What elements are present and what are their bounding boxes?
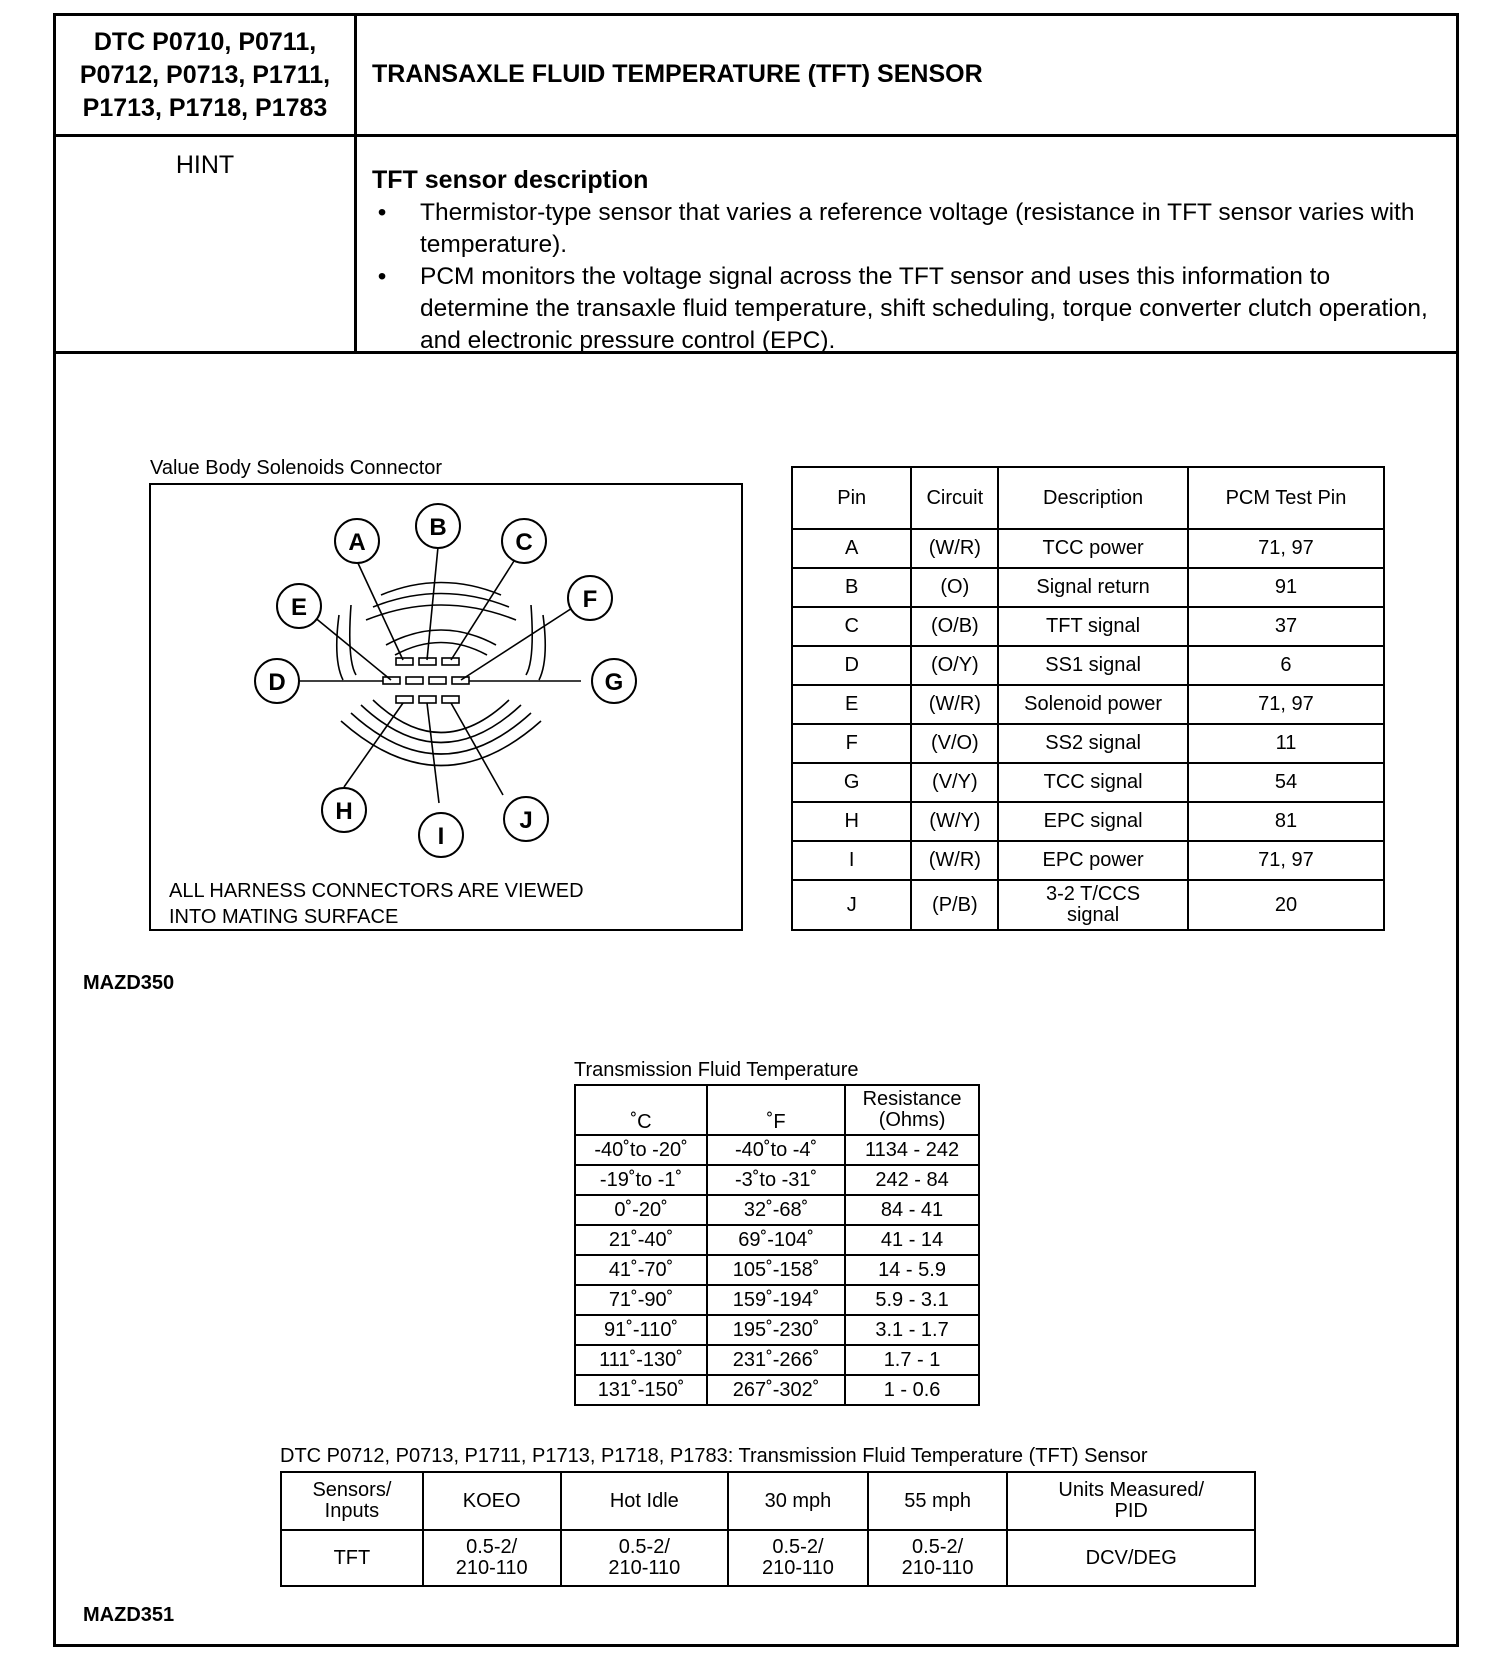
table-cell: DCV/DEG (1007, 1530, 1255, 1586)
table-cell: 105˚-158˚ (707, 1255, 845, 1285)
table-cell: -40˚to -20˚ (575, 1135, 707, 1165)
hint-heading: TFT sensor description (372, 166, 649, 194)
table-cell: G (792, 763, 911, 802)
table-cell: (W/R) (911, 685, 998, 724)
table-cell: J (792, 880, 911, 930)
bullet-icon: • (377, 263, 387, 290)
table-row (792, 763, 1384, 802)
hint-bullet-list (372, 197, 1442, 357)
table-cell: TFT (281, 1530, 423, 1586)
connector-drawing (151, 485, 745, 933)
table-cell: 111˚-130˚ (575, 1345, 707, 1375)
connector-note-line: ALL HARNESS CONNECTORS ARE VIEWED (169, 880, 584, 902)
table-cell: 0.5-2/ 210-110 (423, 1530, 561, 1586)
table-cell: 81 (1188, 802, 1384, 841)
table-cell: 131˚-150˚ (575, 1375, 707, 1405)
table-cell: 242 - 84 (845, 1165, 979, 1195)
table-cell: 71˚-90˚ (575, 1285, 707, 1315)
table-cell: Signal return (998, 568, 1188, 607)
table-row (575, 1375, 979, 1405)
table-row (792, 529, 1384, 568)
table-cell: -3˚to -31˚ (707, 1165, 845, 1195)
table-cell: 11 (1188, 724, 1384, 763)
table-cell: 5.9 - 3.1 (845, 1285, 979, 1315)
temp-table-caption: Transmission Fluid Temperature (574, 1059, 859, 1081)
table-cell: C (792, 607, 911, 646)
table-row (792, 646, 1384, 685)
dtc-code-line: P0712, P0713, P1711, (79, 60, 331, 89)
pin-label-g: G (604, 669, 624, 696)
temp-table (574, 1084, 980, 1406)
table-cell: 0.5-2/ 210-110 (561, 1530, 729, 1586)
pin-label-a: A (348, 529, 366, 556)
header-cell: 55 mph (868, 1472, 1008, 1530)
table-row (575, 1195, 979, 1225)
pin-label-f: F (582, 586, 598, 613)
pin-label-b: B (429, 514, 447, 541)
table-cell: (O) (911, 568, 998, 607)
list-item (372, 261, 1442, 357)
table-cell: 32˚-68˚ (707, 1195, 845, 1225)
table-cell: 0˚-20˚ (575, 1195, 707, 1225)
table-cell: 91 (1188, 568, 1384, 607)
table-row (575, 1315, 979, 1345)
dtc-codes-cell (56, 16, 357, 137)
table-cell: B (792, 568, 911, 607)
table-cell: 3-2 T/CCS signal (998, 880, 1188, 930)
table-cell: (V/O) (911, 724, 998, 763)
table-cell: TCC signal (998, 763, 1188, 802)
pid-table-caption: DTC P0712, P0713, P1711, P1713, P1718, P1783: Transmission Fluid Temperature (TFT) Sensor (280, 1445, 1148, 1467)
connector-outline (283, 547, 583, 803)
table-cell: (W/R) (911, 841, 998, 880)
header-cell: Circuit (911, 467, 998, 529)
table-cell: 6 (1188, 646, 1384, 685)
table-cell: 14 - 5.9 (845, 1255, 979, 1285)
table-cell: 91˚-110˚ (575, 1315, 707, 1345)
table-cell: 231˚-266˚ (707, 1345, 845, 1375)
pin-label-d: D (268, 669, 286, 696)
table-cell: H (792, 802, 911, 841)
table-cell: 54 (1188, 763, 1384, 802)
table-row (575, 1135, 979, 1165)
table-row (792, 568, 1384, 607)
header-cell: Hot Idle (561, 1472, 729, 1530)
table-row (281, 1530, 1255, 1586)
table-cell: 1 - 0.6 (845, 1375, 979, 1405)
table-cell: -19˚to -1˚ (575, 1165, 707, 1195)
hint-body (357, 137, 1456, 354)
bullet-text: Thermistor-type sensor that varies a reference voltage (resistance in TFT sensor varies with temperature). (420, 199, 1415, 258)
table-cell: (O/Y) (911, 646, 998, 685)
table-cell: 71, 97 (1188, 841, 1384, 880)
table-cell: E (792, 685, 911, 724)
header-cell: Description (998, 467, 1188, 529)
table-cell: (V/Y) (911, 763, 998, 802)
table-cell: 3.1 - 1.7 (845, 1315, 979, 1345)
table-cell: SS2 signal (998, 724, 1188, 763)
header-cell: 30 mph (728, 1472, 868, 1530)
header-cell: ˚C (575, 1085, 707, 1135)
table-cell: A (792, 529, 911, 568)
table-cell: 159˚-194˚ (707, 1285, 845, 1315)
connector-note (169, 878, 584, 930)
table-row (575, 1225, 979, 1255)
table-cell: 41 - 14 (845, 1225, 979, 1255)
pin-label-h: H (335, 798, 353, 825)
table-cell: 0.5-2/ 210-110 (728, 1530, 868, 1586)
table-cell: (O/B) (911, 607, 998, 646)
bullet-icon: • (377, 199, 387, 226)
connector-caption: Value Body Solenoids Connector (150, 457, 443, 479)
header-cell: Pin (792, 467, 911, 529)
table-cell: I (792, 841, 911, 880)
dtc-code-line: P1713, P1718, P1783 (82, 93, 328, 122)
header-cell: Resistance (Ohms) (845, 1085, 979, 1135)
pin-label-c: C (515, 529, 533, 556)
pid-table-header (281, 1472, 1255, 1530)
table-row (792, 685, 1384, 724)
table-cell: F (792, 724, 911, 763)
figure-id: MAZD351 (83, 1604, 175, 1626)
header-cell: PCM Test Pin (1188, 467, 1384, 529)
header-cell: ˚F (707, 1085, 845, 1135)
temp-table-header (575, 1085, 979, 1135)
table-row (792, 802, 1384, 841)
table-cell: -40˚to -4˚ (707, 1135, 845, 1165)
table-cell: 71, 97 (1188, 529, 1384, 568)
hint-label: HINT (56, 137, 357, 354)
table-cell: TCC power (998, 529, 1188, 568)
table-row (575, 1345, 979, 1375)
dtc-code-line: DTC P0710, P0711, (93, 27, 317, 56)
header-cell: KOEO (423, 1472, 561, 1530)
table-cell: (W/R) (911, 529, 998, 568)
table-cell: 71, 97 (1188, 685, 1384, 724)
figure-id: MAZD350 (83, 972, 175, 994)
table-cell: 21˚-40˚ (575, 1225, 707, 1255)
table-cell: Solenoid power (998, 685, 1188, 724)
pin-label-i: I (437, 823, 445, 850)
list-item (372, 197, 1442, 261)
bullet-text: PCM monitors the voltage signal across the TFT sensor and uses this information to determine the transaxle fluid temperature, shift scheduling, torque converter clutch operation, and electronic pressure control (EPC). (420, 263, 1428, 354)
table-cell: 0.5-2/ 210-110 (868, 1530, 1008, 1586)
table-row (792, 841, 1384, 880)
table-cell: 84 - 41 (845, 1195, 979, 1225)
table-cell: EPC signal (998, 802, 1188, 841)
pin-table-header (792, 467, 1384, 529)
table-row (792, 724, 1384, 763)
table-cell: 267˚-302˚ (707, 1375, 845, 1405)
table-cell: TFT signal (998, 607, 1188, 646)
header-cell: Units Measured/ PID (1007, 1472, 1255, 1530)
page-title: TRANSAXLE FLUID TEMPERATURE (TFT) SENSOR (357, 16, 1456, 137)
table-cell: D (792, 646, 911, 685)
table-cell: (W/Y) (911, 802, 998, 841)
table-cell: 195˚-230˚ (707, 1315, 845, 1345)
connector-note-line: INTO MATING SURFACE (169, 906, 399, 928)
pin-label-j: J (519, 807, 533, 834)
connector-diagram (149, 483, 743, 931)
pin-table (791, 466, 1385, 931)
table-row (792, 607, 1384, 646)
table-cell: SS1 signal (998, 646, 1188, 685)
table-cell: 41˚-70˚ (575, 1255, 707, 1285)
pid-table (280, 1471, 1256, 1587)
table-cell: (P/B) (911, 880, 998, 930)
table-cell: EPC power (998, 841, 1188, 880)
table-cell: 1134 - 242 (845, 1135, 979, 1165)
pin-label-e: E (290, 594, 308, 621)
table-cell: 1.7 - 1 (845, 1345, 979, 1375)
table-cell: 20 (1188, 880, 1384, 930)
header-cell: Sensors/ Inputs (281, 1472, 423, 1530)
table-row (575, 1255, 979, 1285)
table-row (792, 880, 1384, 930)
table-cell: 69˚-104˚ (707, 1225, 845, 1255)
table-row (575, 1285, 979, 1315)
table-cell: 37 (1188, 607, 1384, 646)
table-row (575, 1165, 979, 1195)
